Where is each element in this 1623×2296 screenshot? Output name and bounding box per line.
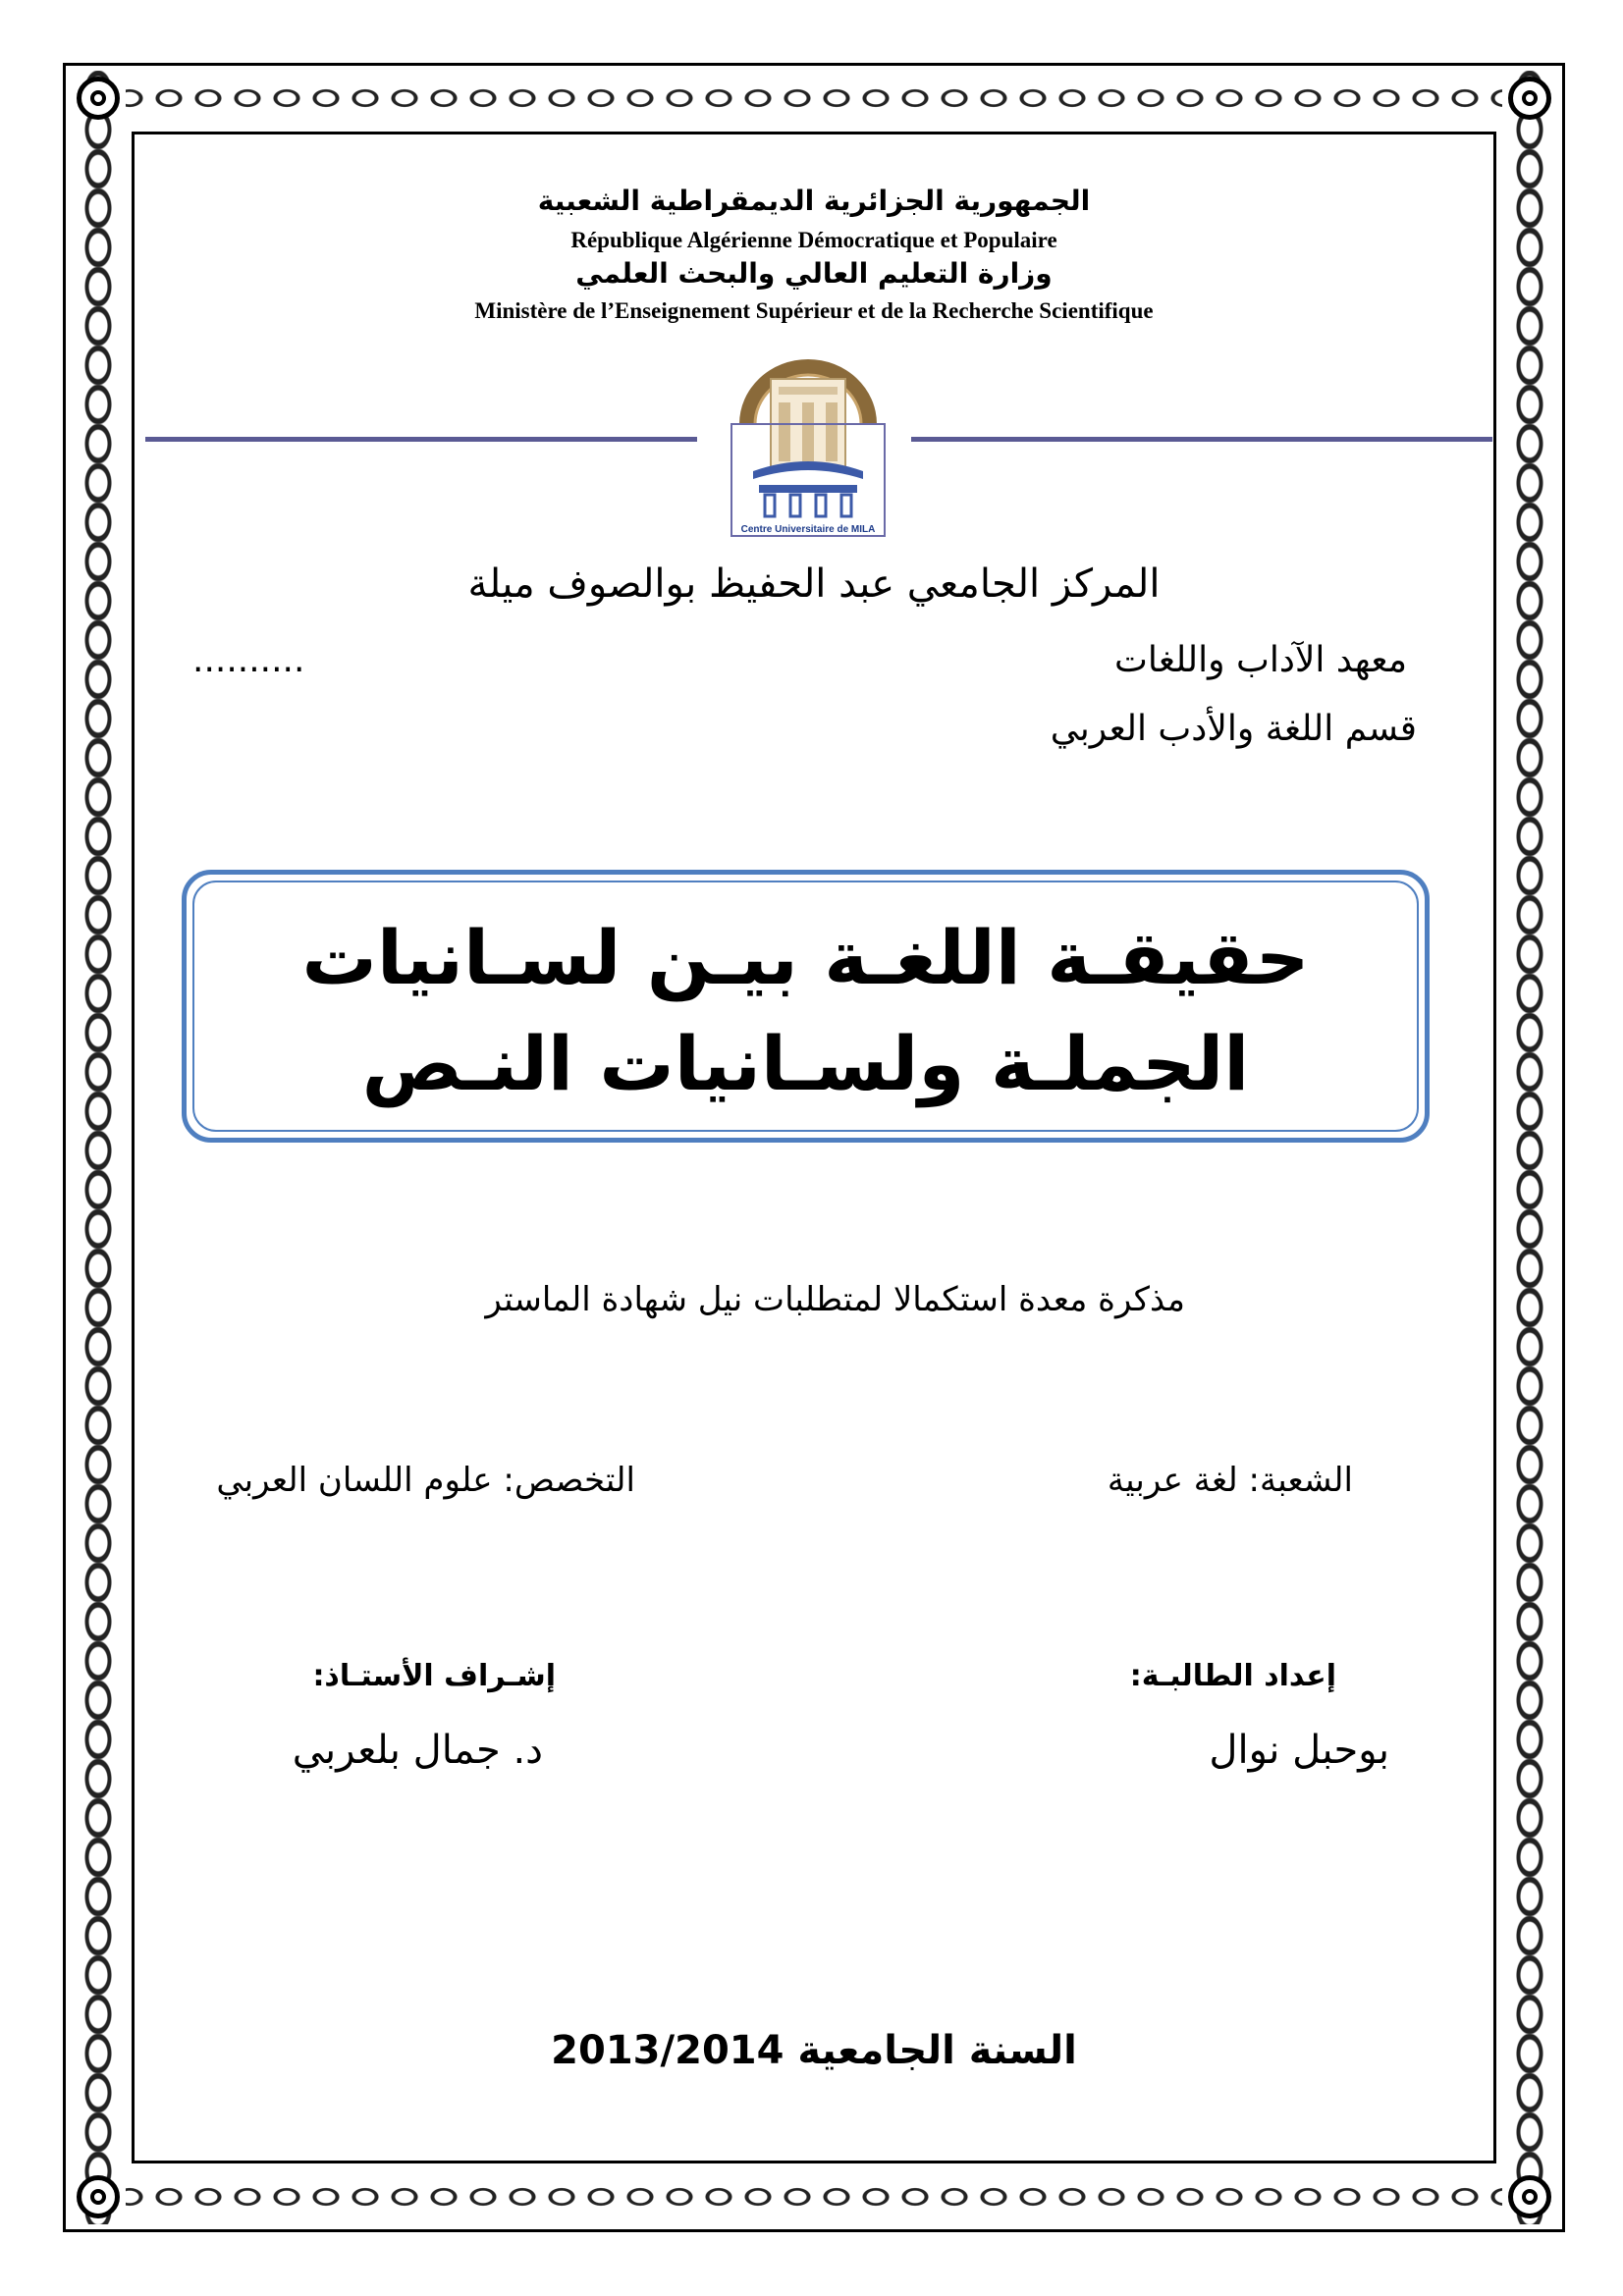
specialty: التخصص: علوم اللسان العربي	[216, 1461, 635, 1500]
header-rule-right	[911, 437, 1492, 442]
supervisor-label: إشـراف الأستـاذ:	[312, 1659, 556, 1693]
ministry-french: Ministère de l’Enseignement Supérieur et de la Recherche Scientifique	[474, 298, 1154, 323]
republic-arabic: الجمهورية الجزائرية الديمقراطية الشعبية	[537, 185, 1091, 217]
academic-year: السنة الجامعية 2013/2014	[551, 2028, 1077, 2073]
ministry-arabic: وزارة التعليم العالي والبحث العلمي	[575, 257, 1053, 290]
student-label: إعداد الطالبـة:	[1129, 1659, 1336, 1693]
chain-border-left	[71, 71, 126, 2224]
branch: الشعبة: لغة عربية	[1107, 1461, 1353, 1500]
thesis-title-line1: حقيقـة اللغـة بيـن لسـانيات	[301, 914, 1310, 1001]
chain-border-bottom	[71, 2169, 1557, 2224]
corner-ornament-icon	[1508, 77, 1551, 120]
university-logo	[720, 355, 896, 540]
corner-ornament-icon	[1508, 2175, 1551, 2218]
institute-dots: ..........	[192, 640, 305, 680]
corner-ornament-icon	[77, 77, 120, 120]
supervisor-name: د. جمال بلعربي	[292, 1728, 543, 1773]
institute-label: معهد الآداب واللغات	[1114, 640, 1407, 680]
chain-border-top	[71, 71, 1557, 126]
header-rule-left	[145, 437, 697, 442]
thesis-title-box	[182, 870, 1430, 1143]
student-name: بوحبل نوال	[1209, 1728, 1389, 1773]
logo-caption: Centre Universitaire de MILA	[740, 524, 876, 535]
department-name: قسم اللغة والأدب العربي	[1050, 709, 1417, 749]
thesis-title-line2: الجملـة ولسـانيات النـص	[361, 1020, 1250, 1107]
chain-border-right	[1502, 71, 1557, 2224]
corner-ornament-icon	[77, 2175, 120, 2218]
republic-french: République Algérienne Démocratique et Populaire	[570, 228, 1057, 252]
degree-purpose: مذكرة معدة استكمالا لمتطلبات نيل شهادة الماستر	[485, 1280, 1185, 1319]
institution-name: المركز الجامعي عبد الحفيظ بوالصوف ميلة	[467, 561, 1161, 607]
